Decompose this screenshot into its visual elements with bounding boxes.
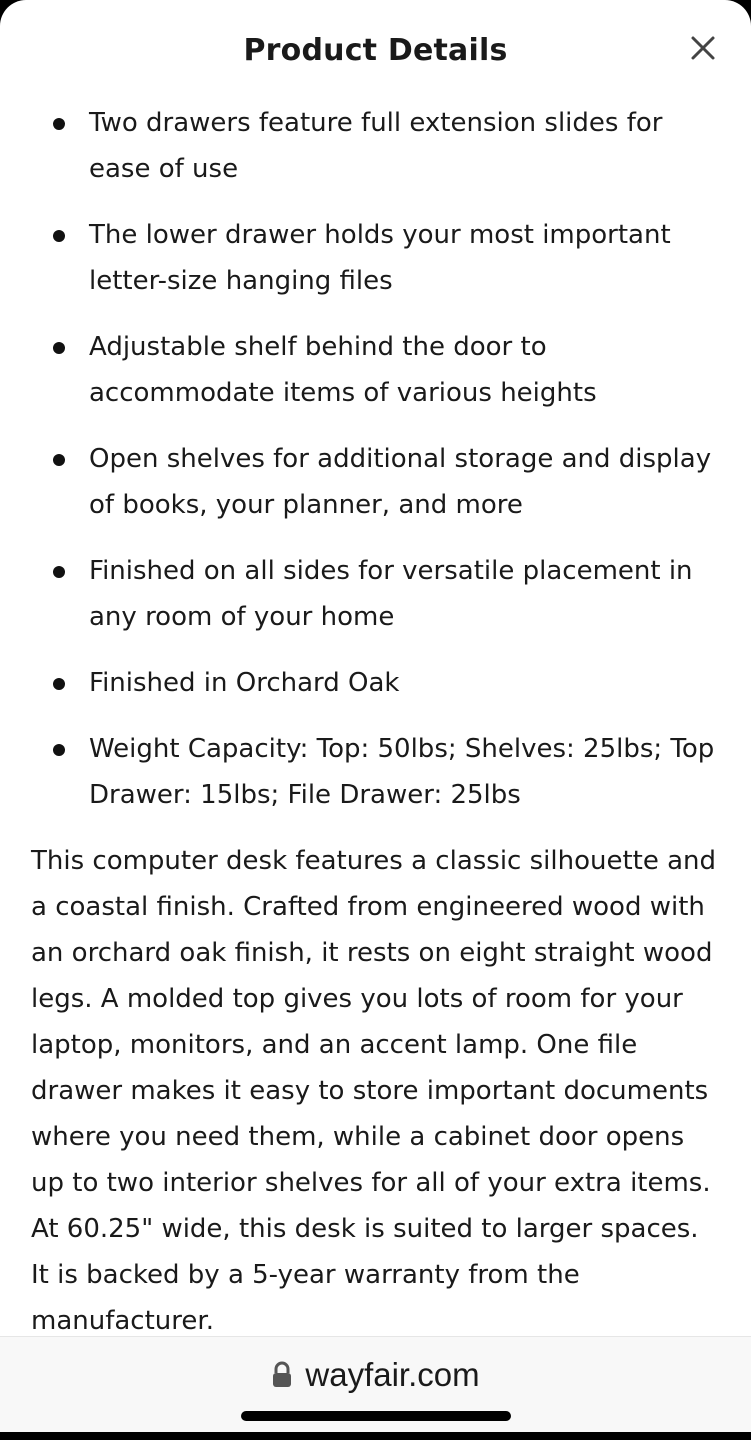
bullet-icon (53, 678, 65, 690)
feature-item (0, 100, 751, 192)
feature-item (0, 726, 751, 818)
bullet-icon (53, 118, 65, 130)
bullet-icon (53, 454, 65, 466)
feature-text: Finished on all sides for versatile placement in any room of your home (89, 556, 693, 632)
feature-item (0, 324, 751, 416)
bullet-icon (53, 230, 65, 242)
feature-text: Finished in Orchard Oak (89, 668, 400, 698)
bullet-icon (53, 744, 65, 756)
feature-text: The lower drawer holds your most important letter-size hanging files (89, 220, 671, 296)
feature-text: Open shelves for additional storage and display of books, your planner, and more (89, 444, 712, 520)
feature-item (0, 436, 751, 528)
feature-item (0, 660, 751, 706)
bullet-icon (53, 342, 65, 354)
bullet-icon (53, 566, 65, 578)
page-title: Product Details (243, 33, 508, 68)
address-bar[interactable] (0, 1355, 751, 1395)
close-icon (685, 30, 721, 66)
sheet-header (0, 0, 751, 100)
product-description: This computer desk features a classic silhouette and a coastal finish. Crafted from engineered wood with an orchard oak finish, it rests on eight straight wood legs. A molded top gives you lots of room for your laptop, monitors, and an accent lamp. One file drawer makes it easy to store important documents where you need them, while a cabinet door opens up to two interior shelves for all of your extra items. At 60.25" wide, this desk is suited to larger spaces. It is backed by a 5-year warranty from the manufacturer. (31, 846, 717, 1336)
close-button[interactable] (685, 30, 721, 66)
feature-list (0, 100, 751, 818)
details-scroll-area[interactable] (0, 100, 751, 1340)
feature-text: Two drawers feature full extension slides for ease of use (89, 108, 663, 184)
lock-icon (271, 1361, 293, 1389)
browser-bottom-bar (0, 1336, 751, 1440)
feature-item (0, 212, 751, 304)
screen-edge (0, 1432, 751, 1440)
url-text: wayfair.com (305, 1356, 480, 1393)
home-indicator[interactable] (241, 1411, 511, 1421)
feature-text: Weight Capacity: Top: 50lbs; Shelves: 25lbs; Top Drawer: 15lbs; File Drawer: 25lbs (89, 734, 715, 810)
feature-text: Adjustable shelf behind the door to accommodate items of various heights (89, 332, 597, 408)
feature-item (0, 548, 751, 640)
